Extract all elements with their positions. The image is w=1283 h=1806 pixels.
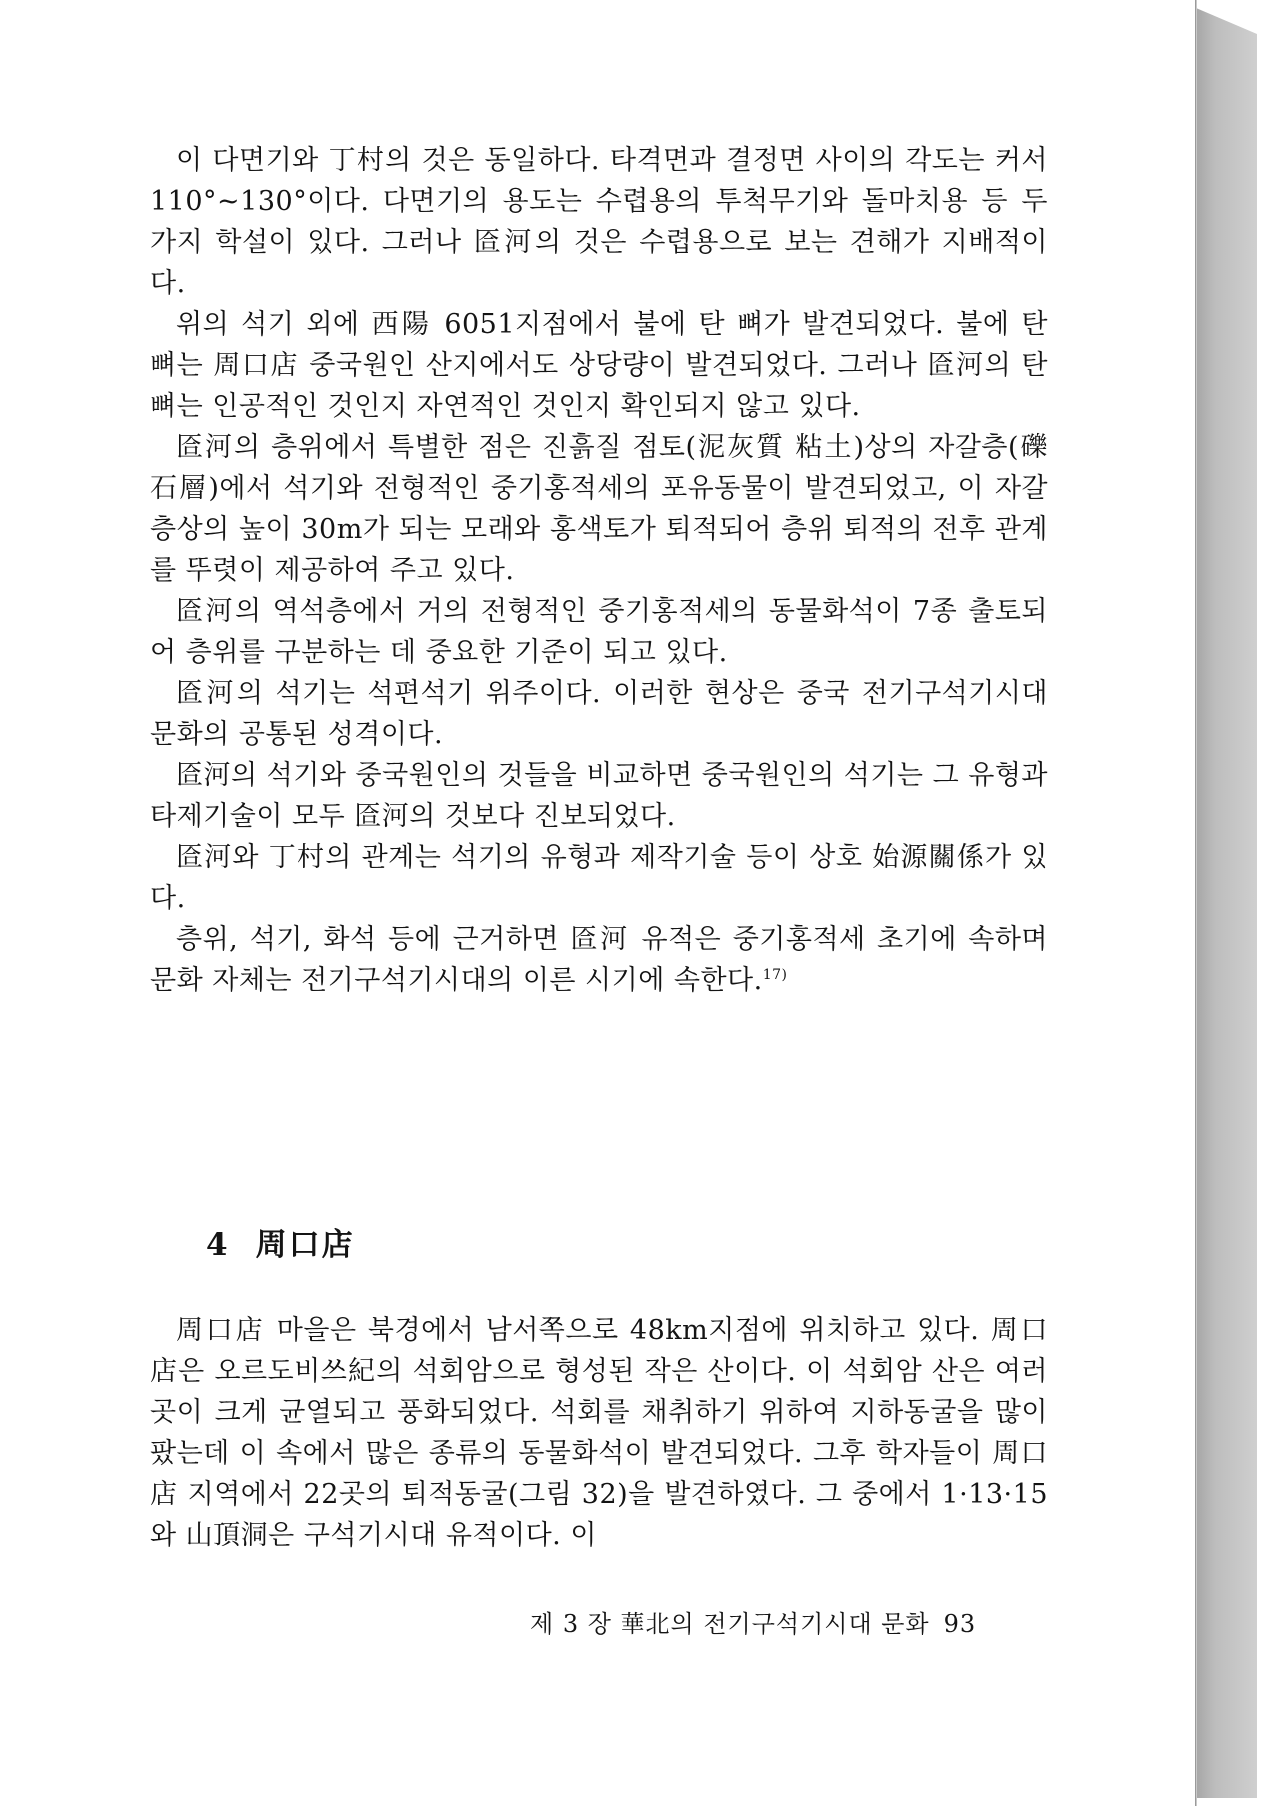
page-number: 93: [943, 1610, 977, 1638]
section-number: 4: [206, 1227, 230, 1263]
section-heading: [206, 1219, 355, 1264]
chapter-title: 제 3 장 華北의 전기구석기시대 문화: [530, 1610, 930, 1638]
paragraph: 위의 석기 외에 西陽 6051지점에서 불에 탄 뼈가 발견되었다. 불에 탄 뼈는 周口店 중국원인 산지에서도 상당량이 발견되었다. 그러나 匼河의 탄 뼈는 인공적인 것인지 자연적인 것인지 확인되지 않고 있다.: [150, 309, 1048, 422]
paragraph-with-footnote: [150, 919, 1048, 1001]
paragraph-text: 층위, 석기, 화석 등에 근거하면 匼河 유적은 중기홍적세 초기에 속하며 문화 자체는 전기구석기시대의 이른 시기에 속한다.: [150, 924, 1048, 996]
body-text-top: [150, 140, 1048, 1001]
paragraph: 匼河의 석기는 석편석기 위주이다. 이러한 현상은 중국 전기구석기시대 문화의 공통된 성격이다.: [150, 678, 1048, 750]
paragraph: 周口店 마을은 북경에서 남서쪽으로 48km지점에 위치하고 있다. 周口店은 오르도비쓰紀의 석회암으로 형성된 작은 산이다. 이 석회암 산은 여러 곳이 크게 균열되고 풍화되었다. 석회를 채취하기 위하여 지하동굴을 많이 팠는데 이 속에서 많은 종류의 동물화석이 발견되었다. 그후 학자들이 周口店 지역에서 22곳의 퇴적동굴(그림 32)을 발견하였다. 그 중에서 1·13·15와 山頂洞은 구석기시대 유적이다. 이: [150, 1315, 1048, 1551]
body-text-bottom: [150, 1310, 1048, 1556]
paragraph: 匼河의 석기와 중국원인의 것들을 비교하면 중국원인의 석기는 그 유형과 타제기술이 모두 匼河의 것보다 진보되었다.: [150, 760, 1048, 832]
paragraph: 匼河의 역석층에서 거의 전형적인 중기홍적세의 동물화석이 7종 출토되어 층위를 구분하는 데 중요한 기준이 되고 있다.: [150, 596, 1048, 668]
section-title: 周口店: [255, 1227, 355, 1263]
paragraph: 匼河와 丁村의 관계는 석기의 유형과 제작기술 등이 상호 始源關係가 있다.: [150, 842, 1048, 914]
book-page-edge: [1196, 8, 1257, 1798]
paragraph: 이 다면기와 丁村의 것은 동일하다. 타격면과 결정면 사이의 각도는 커서 110°~130°이다. 다면기의 용도는 수렵용의 투척무기와 돌마치용 등 두 가지 학설이 있다. 그러나 匼河의 것은 수렵용으로 보는 견해가 지배적이다.: [150, 145, 1048, 299]
running-footer: [530, 1604, 976, 1639]
paragraph: 匼河의 층위에서 특별한 점은 진흙질 점토(泥灰質 粘土)상의 자갈층(礫石層)에서 석기와 전형적인 중기홍적세의 포유동물이 발견되었고, 이 자갈층상의 높이 30m가 되는 모래와 홍색토가 퇴적되어 층위 퇴적의 전후 관계를 뚜렷이 제공하여 주고 있다.: [150, 432, 1048, 586]
footnote-reference: 17): [762, 967, 788, 983]
